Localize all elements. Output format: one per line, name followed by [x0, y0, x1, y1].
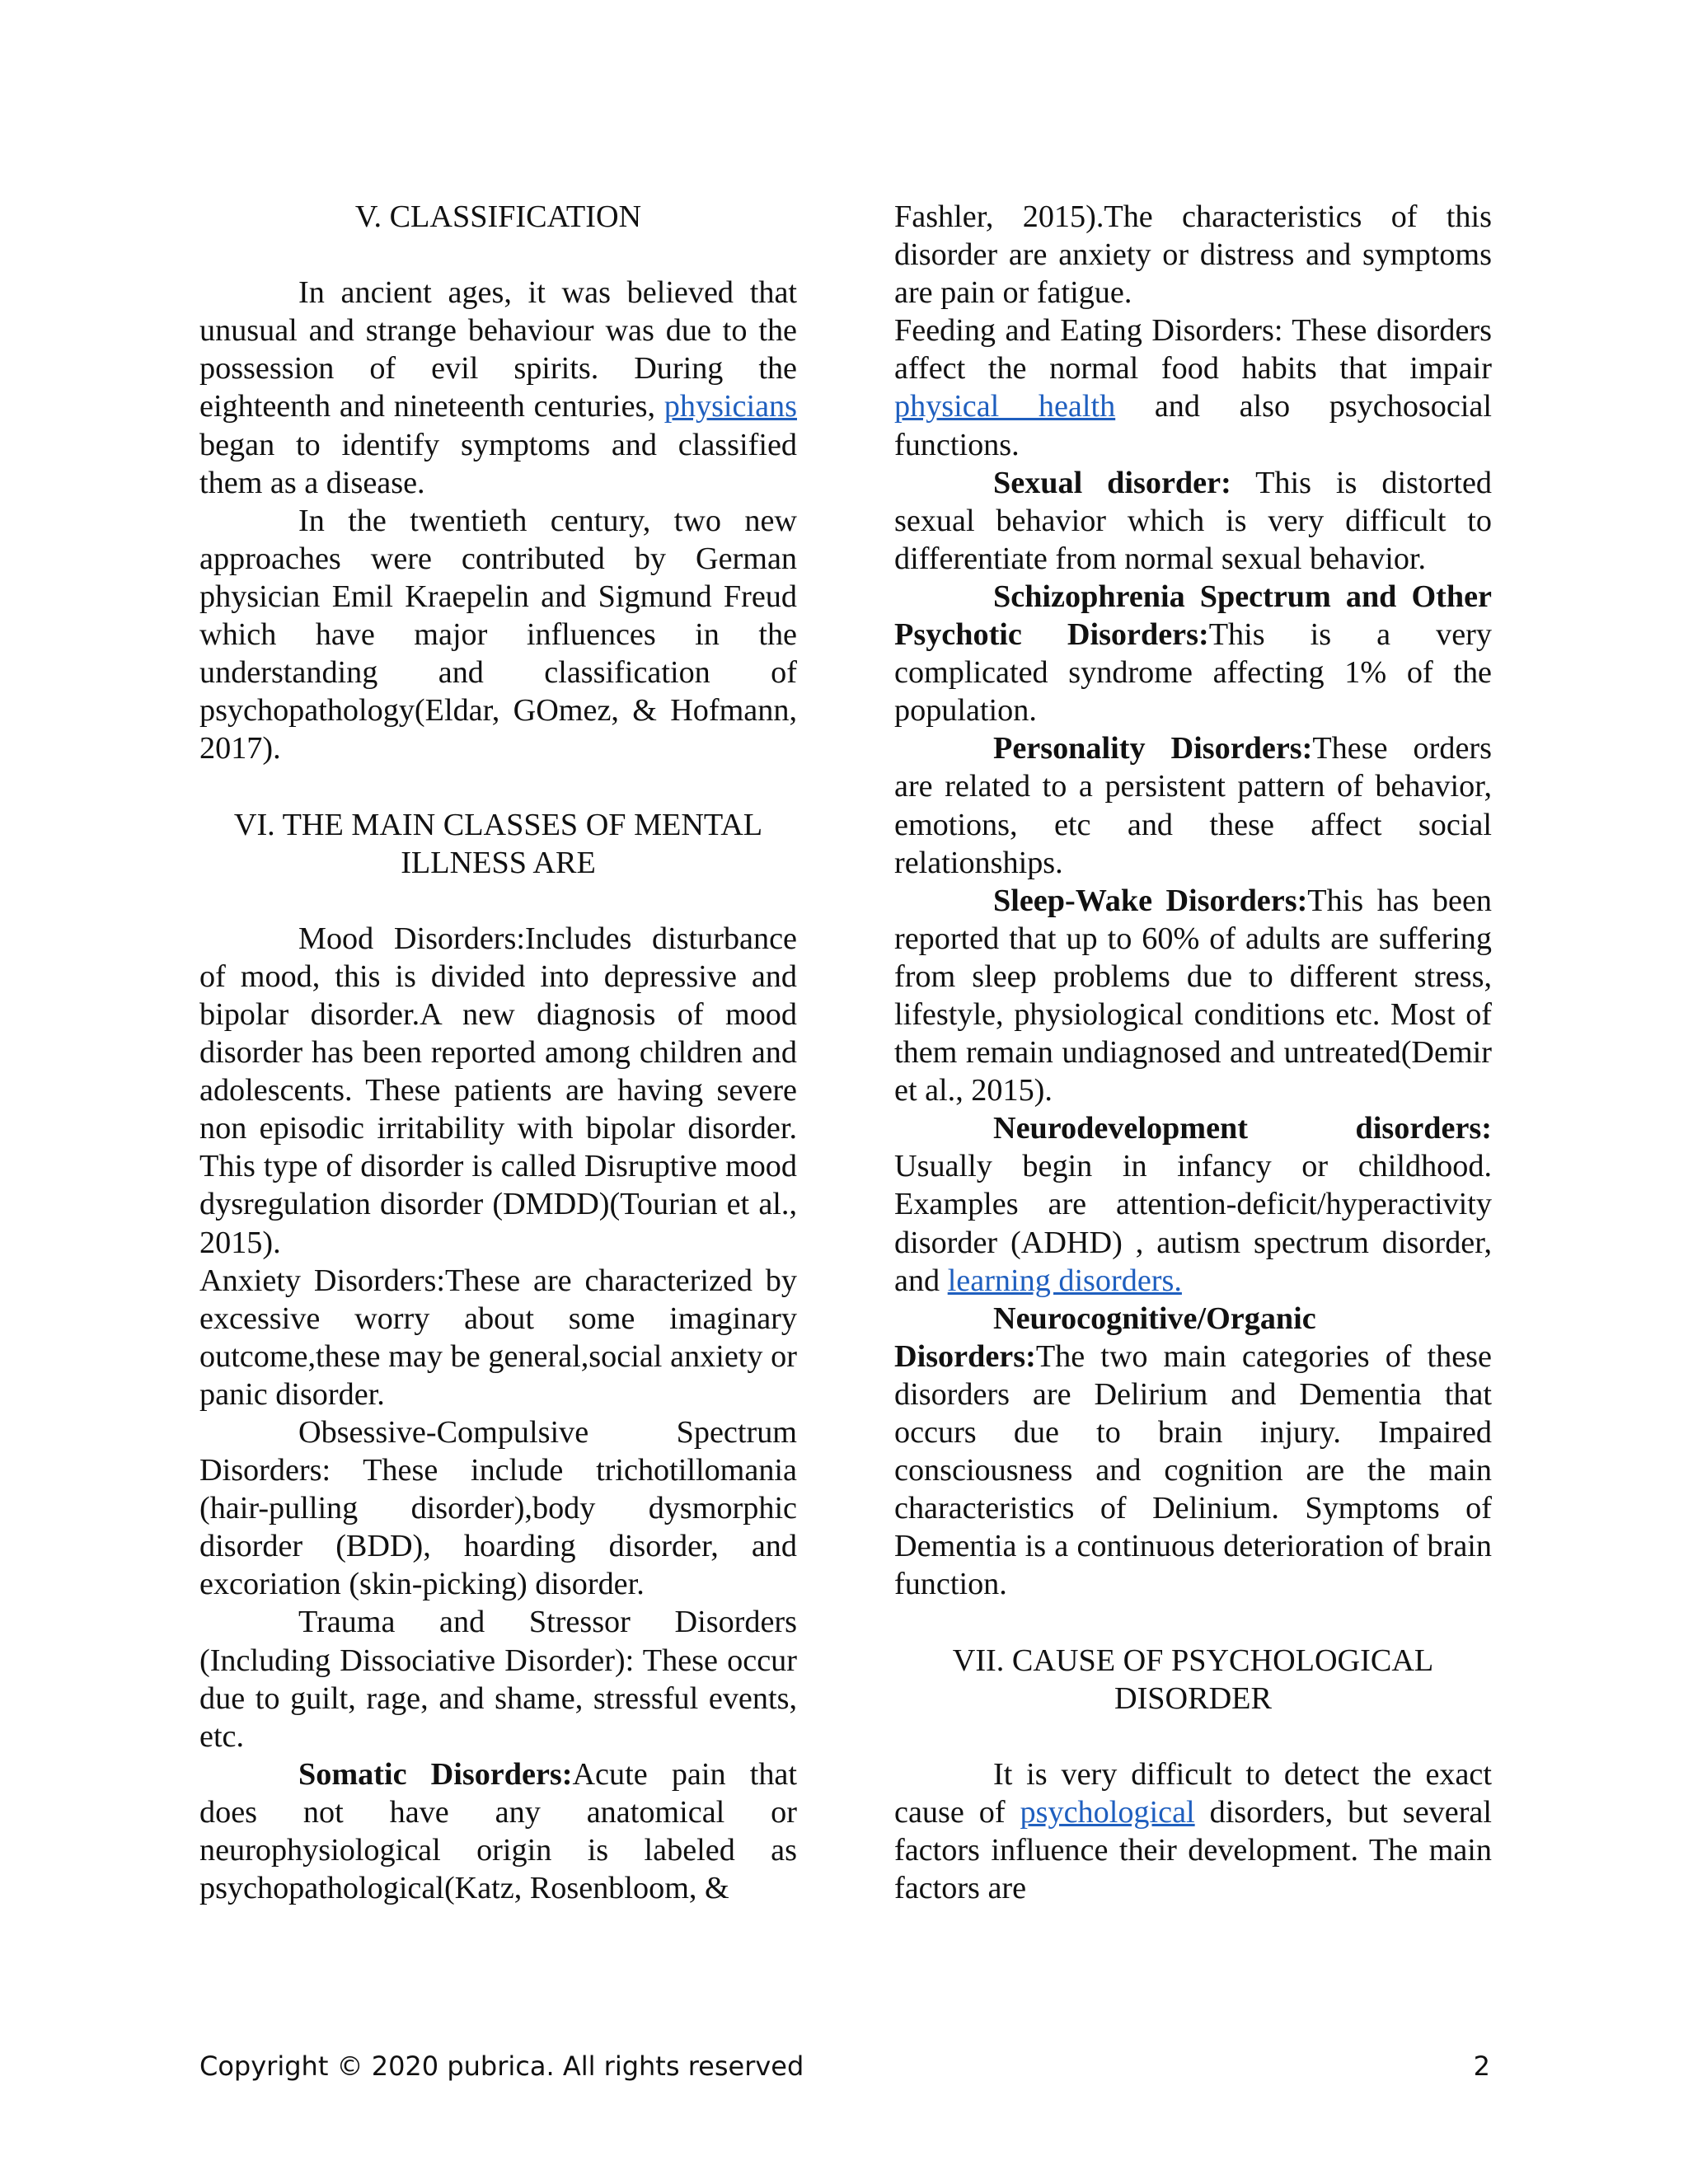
somatic-term: Somatic Disorders: — [298, 1756, 573, 1792]
page-number: 2 — [1473, 2050, 1490, 2082]
paragraph-somatic-disorders: Somatic Disorders:Acute pain that does not have any anatomical or neurophysiological origin is labeled as psychopathological(Katz, Rosenbloom, & — [199, 1756, 797, 1906]
psychological-link[interactable]: psychological — [1020, 1794, 1195, 1830]
section-heading-classification: V. CLASSIFICATION — [354, 199, 642, 234]
paragraph-schizophrenia: Schizophrenia Spectrum and Other Psychotic Disorders:This is a very complicated syndrome affecting 1% of the population. — [894, 579, 1492, 729]
section-heading-main-classes-line1: VI. THE MAIN CLASSES OF MENTAL — [233, 807, 763, 842]
physical-health-link[interactable]: physical health — [894, 389, 1116, 424]
physicians-link[interactable]: physicians — [663, 389, 797, 424]
section-heading-cause-line1: VII. CAUSE OF PSYCHOLOGICAL — [952, 1643, 1434, 1678]
paragraph-ocd-disorders: Obsessive-Compulsive Spectrum Disorders: These include trichotillomania (hair-pulling disorder),body dysmorphic disorder (BDD), hoarding disorder, and excoriation (skin-picking) disorder. — [199, 1415, 797, 1602]
neurocognitive-term-line2: Disorders: — [894, 1338, 1036, 1374]
neurodevelopment-term: Neurodevelopment disorders: — [993, 1111, 1492, 1146]
page-footer — [199, 2047, 1490, 2085]
neurocognitive-term-line1: Neurocognitive/Organic — [993, 1301, 1316, 1336]
section-heading-main-classes-line2: ILLNESS ARE — [401, 845, 596, 880]
sleep-wake-term: Sleep-Wake Disorders: — [993, 883, 1308, 918]
paragraph-trauma-disorders: Trauma and Stressor Disorders (Including Dissociative Disorder): These occur due to guilt, rage, and shame, stressful events, etc. — [199, 1605, 797, 1754]
paragraph-anxiety-disorders: Anxiety Disorders:These are characterized by excessive worry about some imaginary outcome,these may be general,social anxiety or panic disorder. — [199, 1263, 797, 1412]
paragraph-personality-disorders: Personality Disorders:These orders are related to a persistent pattern of behavior, emotions, etc and these affect social relationships. — [894, 731, 1492, 880]
copyright-notice: Copyright © 2020 pubrica. All rights reserved — [199, 2050, 804, 2082]
paragraph-neurodevelopment: Neurodevelopment disorders: Usually begin in infancy or childhood. Examples are attention-deficit/hyperactivity disorder (ADHD) , autism spectrum disorder, and learning disorders. — [894, 1111, 1492, 1298]
right-column — [894, 198, 1492, 1907]
sexual-term: Sexual disorder: — [993, 465, 1231, 500]
paragraph-feeding-disorders: Feeding and Eating Disorders: These disorders affect the normal food habits that impair physical health and also psychosocial functions. — [894, 313, 1492, 462]
learning-disorders-link[interactable]: learning disorders. — [947, 1263, 1182, 1298]
paragraph-sleep-wake-disorders: Sleep-Wake Disorders:This has been reported that up to 60% of adults are suffering from sleep problems due to different stress, lifestyle, physiological conditions etc. Most of them remain undiagnosed and untreated(Demir et al., 2015). — [894, 883, 1492, 1108]
paragraph-somatic-continued: Fashler, 2015).The characteristics of this disorder are anxiety or distress and symptoms are pain or fatigue. — [894, 199, 1492, 311]
personality-term: Personality Disorders: — [993, 731, 1313, 766]
section-heading-cause-line2: DISORDER — [1114, 1680, 1272, 1716]
left-column — [199, 198, 797, 1907]
paragraph-cause: It is very difficult to detect the exact cause of psychological disorders, but several factors influence their development. The main factors are — [894, 1756, 1492, 1906]
paragraph-sexual-disorder: Sexual disorder: This is distorted sexual behavior which is very difficult to differentiate from normal sexual behavior. — [894, 465, 1492, 576]
schizophrenia-term: Schizophrenia Spectrum and Other Psychotic Disorders: — [894, 579, 1492, 653]
paragraph-mood-disorders: Mood Disorders:Includes disturbance of mood, this is divided into depressive and bipolar disorder.A new diagnosis of mood disorder has been reported among children and adolescents. These patients are having severe non episodic irritability with bipolar disorder. This type of disorder is called Disruptive mood dysregulation disorder (DMDD)(Tourian et al., 2015). — [199, 921, 797, 1260]
paragraph-neurocognitive: Disorders:The two main categories of these disorders are Delirium and Dementia that occurs due to brain injury. Impaired consciousness and cognition are the main characteristics of Delinium. Symptoms of Dementia is a continuous deterioration of brain function. — [894, 1338, 1492, 1602]
paragraph-twentieth-century: In the twentieth century, two new approaches were contributed by German physician Emil Kraepelin and Sigmund Freud which have major influences in the understanding and classification of psychopathology(Eldar, GOmez, & Hofmann, 2017). — [199, 503, 797, 766]
paragraph-ancient-ages: In ancient ages, it was believed that unusual and strange behaviour was due to the possession of evil spirits. During the eighteenth and nineteenth centuries, physicians began to identify symptoms and classified them as a disease. — [199, 275, 797, 500]
